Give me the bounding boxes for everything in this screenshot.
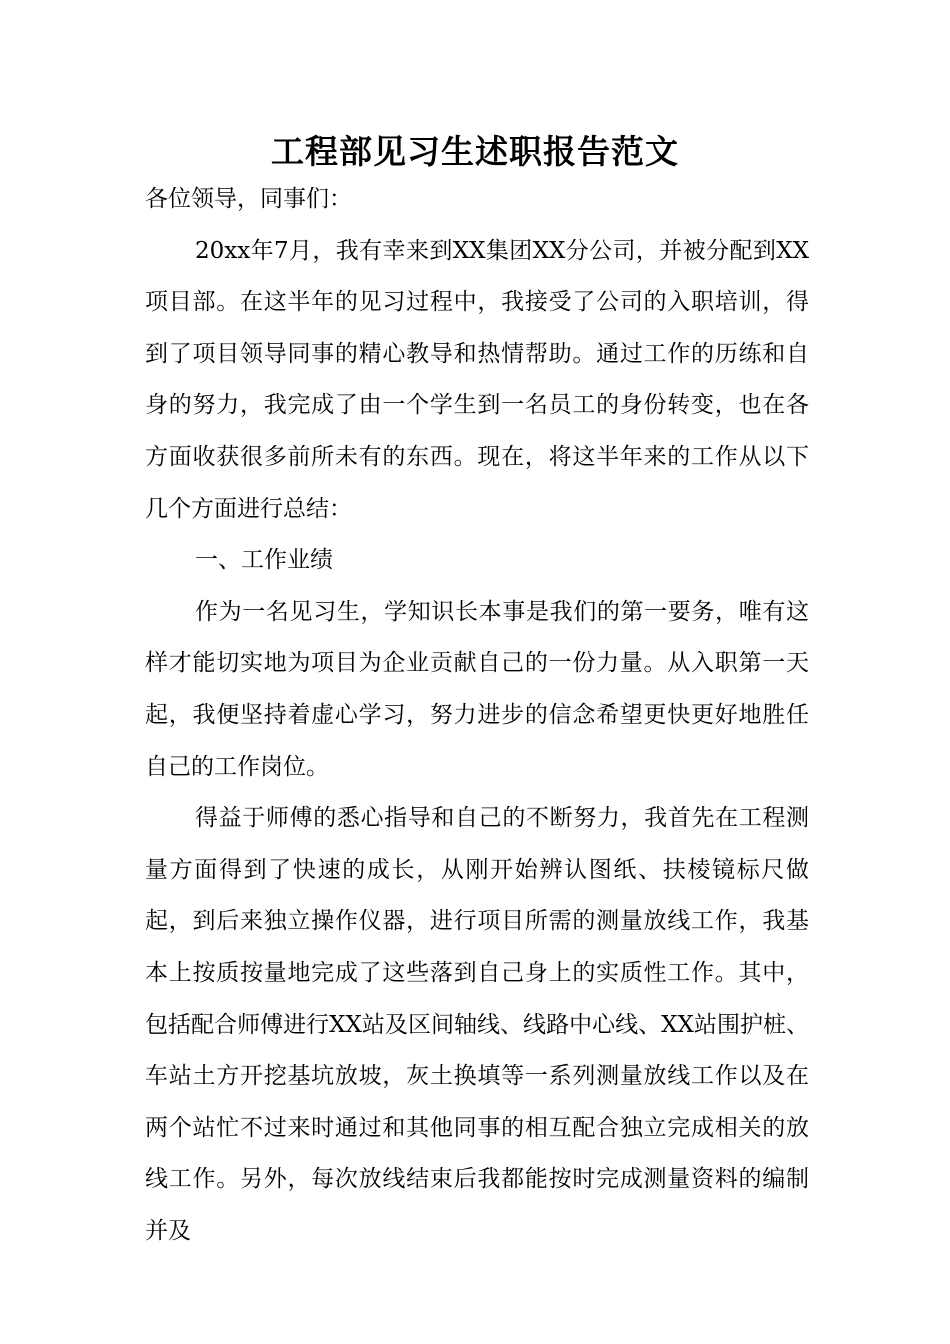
- section-heading-work-performance: 一、工作业绩: [195, 547, 333, 574]
- paragraph-learning: 作为一名见习生，学知识长本事是我们的第一要务，唯有这样才能切实地为项目为企业贡献自己的一份力量。从入职第一天起，我便坚持着虚心学习，努力进步的信念希望更快更好地胜任自己的工作岗位。: [145, 598, 809, 780]
- document-title: 工程部见习生述职报告范文: [271, 132, 679, 171]
- document-body: [145, 174, 809, 1257]
- paragraph-intro: 20xx年7月，我有幸来到XX集团XX分公司，并被分配到XX项目部。在这半年的见习过程中，我接受了公司的入职培训，得到了项目领导同事的精心教导和热情帮助。通过工作的历练和自身的努力，我完成了由一个学生到一名员工的身份转变，也在各方面收获很多前所未有的东西。现在，将这半年来的工作从以下几个方面进行总结：: [145, 237, 809, 522]
- salutation: 各位领导，同事们：: [145, 186, 352, 212]
- paragraph-surveying: 得益于师傅的悉心指导和自己的不断努力，我首先在工程测量方面得到了快速的成长，从刚开始辨认图纸、扶棱镜标尺做起，到后来独立操作仪器，进行项目所需的测量放线工作，我基本上按质按量地完成了这些落到自己身上的实质性工作。其中，包括配合师傅进行XX站及区间轴线、线路中心线、XX站围护桩、车站土方开挖基坑放坡，灰土换填等一系列测量放线工作以及在两个站忙不过来时通过和其他同事的相互配合独立完成相关的放线工作。另外，每次放线结束后我都能按时完成测量资料的编制并及: [145, 805, 809, 1244]
